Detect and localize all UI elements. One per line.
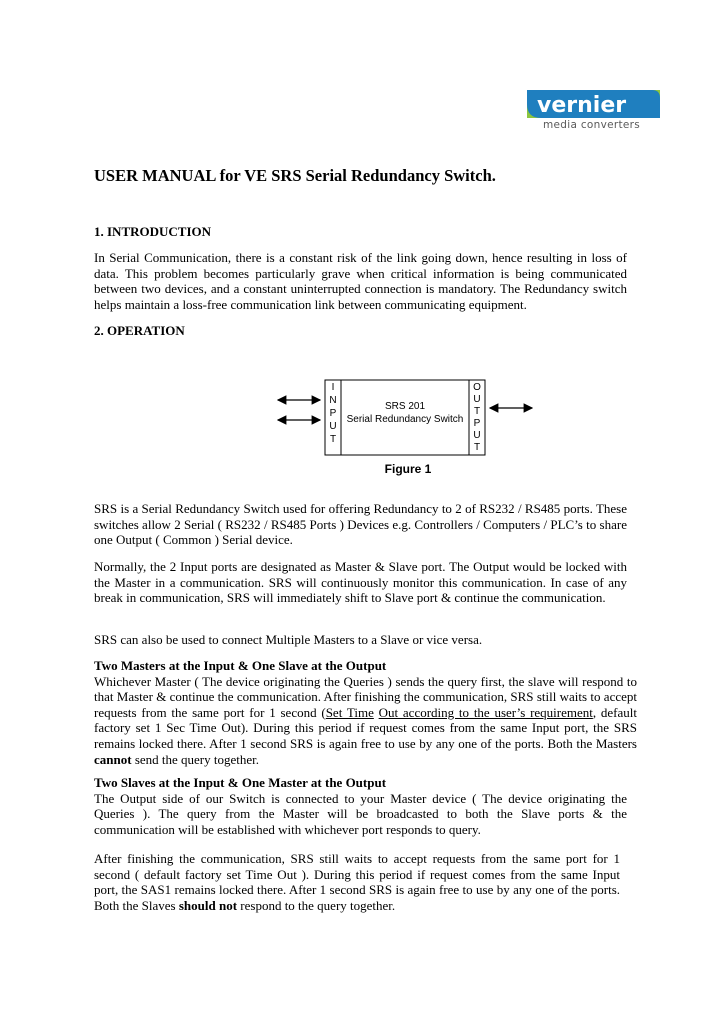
- intro-paragraph: In Serial Communication, there is a constant risk of the link going down, hence resulting in loss of data. This problem becomes particularly grave when critical information is being communicated between two devices, and a constant uninterrupted connection is mandatory. The Redundancy switch helps maintain a loss-free communication link between communicating equipment.: [94, 250, 627, 312]
- body-paragraph-3: SRS can also be used to connect Multiple Masters to a Slave or vice versa.: [94, 632, 483, 647]
- masters-underlined-2: Out according to the user’s requirement: [378, 704, 593, 720]
- figure-1-diagram: [270, 376, 540, 478]
- slaves-section: [94, 775, 627, 837]
- masters-text-b: , default factory set 1 Sec Time Out). During this period if request comes from the same Input port, the SRS remains locked there. After 1 second SRS is again free to use by any one of the ports. Both the Masters: [94, 704, 637, 751]
- output-letter: U: [473, 394, 481, 405]
- operation-heading: 2. OPERATION: [94, 323, 185, 338]
- p4-bold: should not: [178, 897, 238, 913]
- body-paragraph-2: Normally, the 2 Input ports are designated as Master & Slave port. The Output would be locked with the Master in a communication. SRS will continuously monitor this communication. In case of any break in communication, SRS will immediately shift to Slave port & continue the communication.: [94, 559, 627, 606]
- masters-heading: Two Masters at the Input & One Slave at the Output: [94, 658, 387, 673]
- masters-text-a: Whichever Master ( The device originating the Queries ) sends the query first, the slave will respond to that Master & continue the communication. After finishing the communication, SRS still waits to accept requests from the same port for 1 second (: [94, 673, 637, 720]
- slaves-heading: Two Slaves at the Input & One Master at the Output: [94, 775, 387, 790]
- input-letter: U: [329, 421, 337, 432]
- output-letter: T: [473, 442, 481, 453]
- device-description: Serial Redundancy Switch: [346, 414, 464, 425]
- masters-underlined-1: Set Time: [325, 704, 374, 720]
- input-letter: P: [329, 408, 337, 419]
- output-letter: O: [473, 382, 481, 393]
- output-letter: T: [473, 406, 481, 417]
- body-paragraph-4: [94, 851, 620, 913]
- device-name: SRS 201: [384, 401, 426, 412]
- slaves-text: The Output side of our Switch is connected to your Master device ( The device originating the Queries ). The query from the Master will be broadcasted to both the Slave ports & the communication will be established with whichever port responds to query.: [94, 790, 627, 837]
- p4-text-c: respond to the query together.: [237, 897, 396, 913]
- figure-caption: Figure 1: [384, 462, 432, 476]
- vernier-logo: [527, 90, 660, 118]
- output-letter: U: [473, 430, 481, 441]
- logo-tagline: media converters: [543, 119, 641, 131]
- p4-text-a: After finishing the communication, SRS still waits to accept requests from the same port for 1 second ( default factory set Time Out ). During this period if request comes from the same Input port, the SAS1 remains locked there. After 1 second SRS is again free to use by any one of the ports. Both the Slaves: [94, 851, 620, 913]
- body-paragraph-1: SRS is a Serial Redundancy Switch used for offering Redundancy to 2 of RS232 / RS485 ports. These switches allow 2 Serial ( RS232 / RS485 Ports ) Devices e.g. Controllers / Computers / PLC’s to share one Output ( Common ) Serial device.: [94, 501, 627, 548]
- page-title: USER MANUAL for VE SRS Serial Redundancy Switch.: [94, 166, 496, 185]
- output-label: [473, 382, 481, 453]
- intro-heading: 1. INTRODUCTION: [94, 224, 212, 239]
- masters-section: [94, 658, 637, 767]
- masters-bold: cannot: [94, 751, 132, 767]
- logo-wordmark: vernier: [537, 93, 627, 118]
- masters-text-c: send the query together.: [131, 751, 259, 767]
- input-letter: T: [329, 434, 337, 445]
- input-letter: I: [331, 382, 335, 393]
- output-letter: P: [473, 418, 481, 429]
- input-letter: N: [329, 395, 337, 406]
